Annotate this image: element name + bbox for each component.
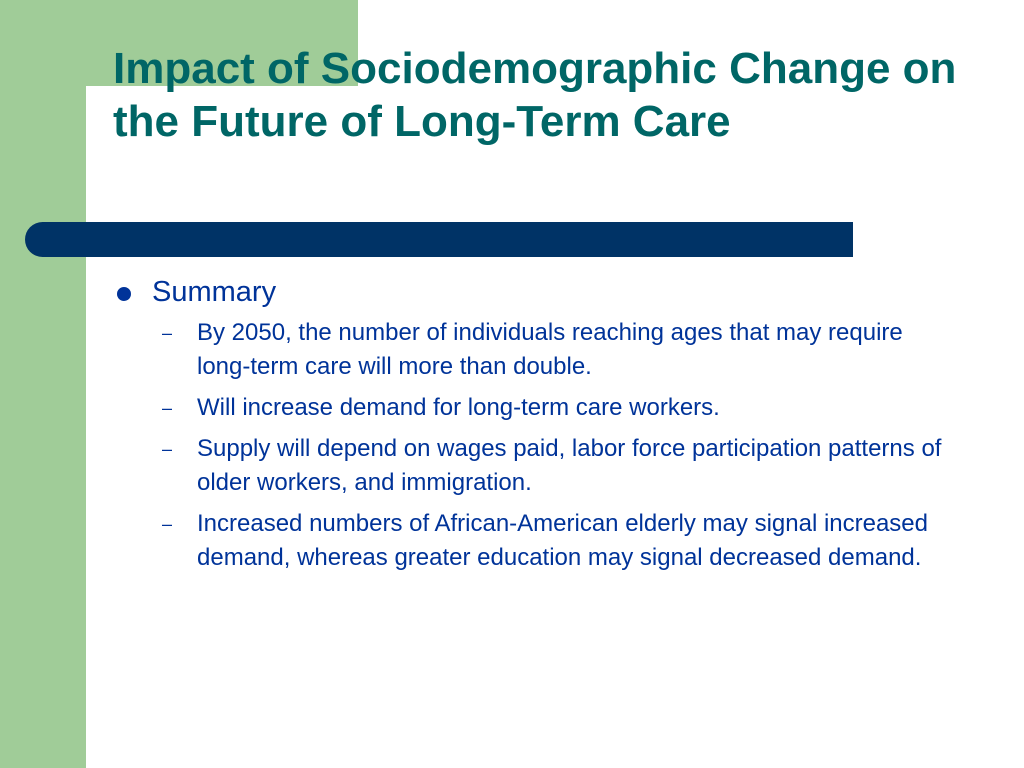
sub-bullet-text: By 2050, the number of individuals reaching ages that may require long-term care will more than double. [197, 319, 903, 380]
bullet-dot-icon [117, 287, 131, 301]
sub-bullet [112, 507, 962, 575]
title-divider-bar [25, 222, 853, 257]
slide-title: Impact of Sociodemographic Change on the Future of Long-Term Care [113, 44, 957, 146]
dash-icon: – [162, 514, 173, 534]
green-side-strip [0, 0, 86, 768]
sub-bullet [112, 391, 962, 425]
sub-bullet-text: Will increase demand for long-term care workers. [197, 394, 720, 421]
dash-icon: – [162, 398, 173, 418]
dash-icon: – [162, 439, 173, 459]
sub-bullet-text: Increased numbers of African-American elderly may signal increased demand, whereas greater education may signal decreased demand. [197, 510, 929, 571]
sub-bullet [112, 316, 962, 384]
dash-icon: – [162, 323, 173, 343]
bullet-label: Summary [152, 276, 277, 308]
bullet-summary [112, 272, 962, 312]
summary-sub-list [112, 316, 962, 575]
sub-bullet [112, 432, 962, 500]
sub-bullet-text: Supply will depend on wages paid, labor force participation patterns of older workers, and immigration. [197, 435, 942, 496]
slide-body [112, 272, 962, 582]
